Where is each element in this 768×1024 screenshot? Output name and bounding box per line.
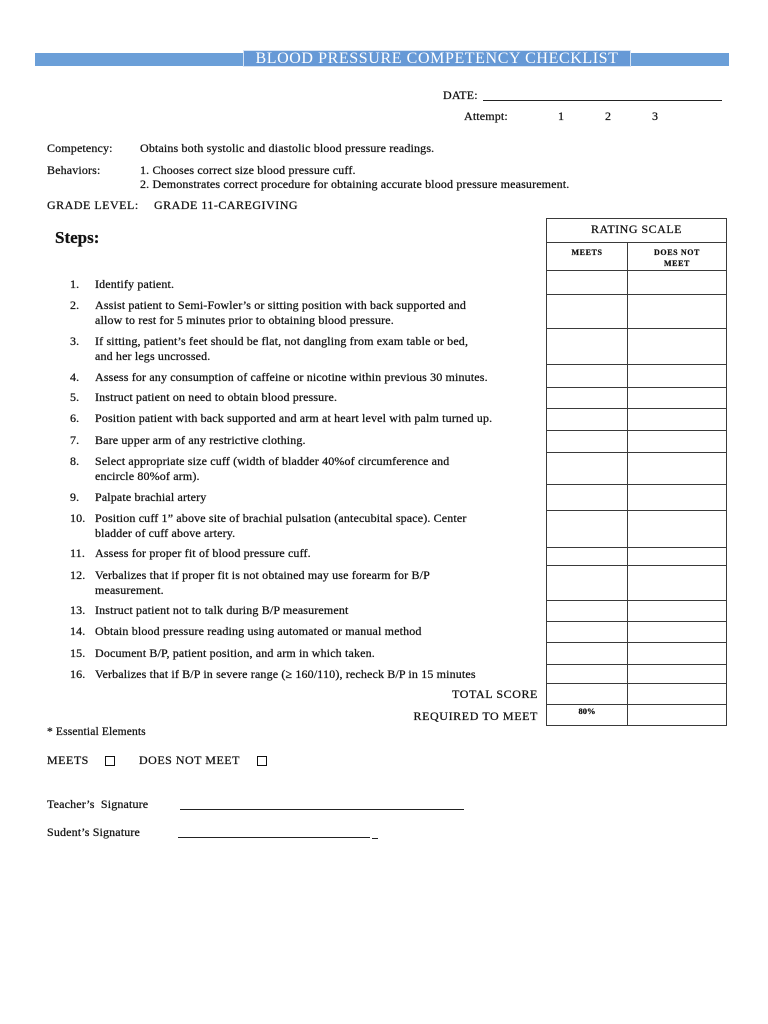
step-number: 5. [70,390,80,404]
step-text-line: Verbalizes that if B/P in severe range (≥ 160/110), recheck B/P in 15 minutes [95,667,476,681]
teacher-signature-label: Teacher’s Signature [47,797,149,811]
does-not-meet-cell[interactable] [627,548,726,565]
step-text-line: Instruct patient on need to obtain blood pressure. [95,390,338,404]
step-number: 8. [70,454,80,468]
step-text-line: Assess for proper fit of blood pressure cuff. [95,546,311,560]
does-not-meet-cell[interactable] [627,409,726,430]
step-text [95,490,206,505]
behavior-item-1: 1. Chooses correct size blood pressure cuff. [140,163,356,177]
teacher-signature-field[interactable] [180,797,464,810]
document-title: BLOOD PRESSURE COMPETENCY CHECKLIST [243,50,631,67]
rating-row-step-2 [547,295,726,329]
required-to-meet-label: REQUIRED TO MEET [413,709,538,723]
behaviors-label: Behaviors: [47,163,101,177]
does-not-meet-label-line: DOES NOT [654,248,700,257]
competency-label: Competency: [47,141,113,155]
step-text-line: If sitting, patient’s feet should be flat, not dangling from exam table or bed, [95,334,469,348]
rating-row-step-12 [547,566,726,601]
does-not-meet-label-line: MEET [664,259,690,268]
result-does-not-meet-label: DOES NOT MEET [139,753,240,767]
rating-scale-table [546,218,727,726]
date-field[interactable] [483,88,722,101]
rating-row-step-5 [547,388,726,409]
step-number: 4. [70,370,80,384]
meets-column-header [547,243,627,270]
rating-row-step-9 [547,485,726,511]
step-number: 10. [70,511,86,525]
does-not-meet-cell[interactable] [627,329,726,364]
rating-scale-title: RATING SCALE [590,222,682,236]
step-text-line: Verbalizes that if proper fit is not obtained may use forearm for B/P [95,568,430,582]
meets-cell[interactable] [547,295,627,328]
rating-row-step-1 [547,271,726,295]
does-not-meet-cell[interactable] [627,365,726,387]
rating-row-step-3 [547,329,726,365]
step-text-line: measurement. [95,582,164,597]
step-text-line: Instruct patient not to talk during B/P measurement [95,603,349,617]
step-text [95,334,468,363]
rating-row-step-6 [547,409,726,431]
step-text [95,603,349,618]
step-text-line: Assist patient to Semi-Fowler’s or sitting position with back supported and [95,298,467,312]
meets-cell[interactable] [547,665,627,683]
does-not-meet-cell[interactable] [627,431,726,452]
step-text [95,298,466,327]
does-not-meet-cell[interactable] [627,622,726,642]
step-text [95,646,375,661]
step-text-line: allow to rest for 5 minutes prior to obtaining blood pressure. [95,312,394,327]
does-not-meet-cell[interactable] [627,601,726,621]
step-number: 11. [70,546,86,560]
does-not-meet-cell[interactable] [627,566,726,600]
meets-cell[interactable] [547,365,627,387]
meets-checkbox[interactable] [105,756,115,766]
rating-row-step-14 [547,622,726,643]
step-text-line: and her legs uncrossed. [95,348,211,363]
step-text-line: Assess for any consumption of caffeine or nicotine within previous 30 minutes. [95,370,488,384]
step-text-line: bladder of cuff above artery. [95,525,236,540]
competency-text: Obtains both systolic and diastolic blood pressure readings. [140,141,435,155]
rating-row-step-11 [547,548,726,566]
step-text-line: Identify patient. [95,277,175,291]
step-number: 12. [70,568,86,582]
meets-cell[interactable] [547,566,627,600]
meets-cell[interactable] [547,431,627,452]
step-text-line: Position patient with back supported and arm at heart level with palm turned up. [95,411,493,425]
rating-row-total-score [547,684,726,705]
does-not-meet-cell[interactable] [627,453,726,484]
step-number: 13. [70,603,86,617]
does-not-meet-cell[interactable] [627,684,726,704]
meets-cell[interactable] [547,329,627,364]
step-text [95,390,337,405]
rating-row-step-13 [547,601,726,622]
rating-row-step-10 [547,511,726,548]
step-text-line: Document B/P, patient position, and arm in which taken. [95,646,375,660]
meets-cell[interactable] [547,705,627,725]
student-signature-field[interactable] [178,825,370,838]
does-not-meet-cell[interactable] [627,643,726,664]
step-text [95,568,430,597]
does-not-meet-cell[interactable] [627,511,726,547]
rating-row-step-15 [547,643,726,665]
does-not-meet-cell[interactable] [627,705,726,725]
attempt-label: Attempt: [464,109,508,123]
does-not-meet-cell[interactable] [627,388,726,408]
step-text-line: Obtain blood pressure reading using automated or manual method [95,624,422,638]
meets-cell[interactable] [547,485,627,510]
does-not-meet-column-header [627,243,726,270]
grade-level-value: GRADE 11-CAREGIVING [154,198,299,212]
step-number: 6. [70,411,80,425]
step-text [95,454,449,483]
rating-row-step-7 [547,431,726,453]
meets-cell[interactable] [547,684,627,704]
step-text [95,667,476,682]
meets-cell[interactable] [547,643,627,664]
meets-cell[interactable] [547,622,627,642]
date-label: DATE: [443,88,478,102]
result-meets-label: MEETS [47,753,89,767]
essential-elements-note: * Essential Elements [47,726,146,738]
attempt-number-2: 2 [605,109,612,123]
rating-row-step-8 [547,453,726,485]
step-number: 14. [70,624,86,638]
step-text-line: Select appropriate size cuff (width of bladder 40%of circumference and [95,454,450,468]
step-number: 1. [70,277,80,291]
does-not-meet-cell[interactable] [627,271,726,294]
step-number: 16. [70,667,86,681]
meets-cell[interactable] [547,453,627,484]
step-text [95,511,467,540]
step-text [95,411,492,426]
step-text [95,624,422,639]
does-not-meet-cell[interactable] [627,295,726,328]
step-number: 9. [70,490,80,504]
rating-scale-columns [547,243,726,271]
meets-cell[interactable] [547,511,627,547]
attempt-number-3: 3 [652,109,659,123]
required-meets-value: 80% [578,706,596,716]
step-text-line: Bare upper arm of any restrictive clothing. [95,433,306,447]
does-not-meet-cell[interactable] [627,665,726,683]
does-not-meet-checkbox[interactable] [257,756,267,766]
meets-cell[interactable] [547,271,627,294]
step-text-line: Palpate brachial artery [95,490,207,504]
step-text-line: encircle 80%of arm). [95,468,200,483]
rating-scale-header [547,219,726,243]
steps-heading: Steps: [55,228,100,247]
step-text [95,277,174,292]
step-number: 2. [70,298,80,312]
attempt-number-1: 1 [558,109,565,123]
step-number: 3. [70,334,80,348]
behavior-item-2: 2. Demonstrates correct procedure for obtaining accurate blood pressure measurement. [140,177,570,191]
rating-row-required-to-meet [547,705,726,725]
step-text [95,546,311,561]
meets-cell[interactable] [547,601,627,621]
student-signature-field-end [372,826,378,839]
step-text-line: Position cuff 1” above site of brachial pulsation (antecubital space). Center [95,511,467,525]
student-signature-label: Sudent’s Signature [47,825,141,839]
meets-cell[interactable] [547,388,627,408]
meets-column-label: MEETS [571,248,603,257]
grade-level-label: GRADE LEVEL: [47,198,139,212]
does-not-meet-cell[interactable] [627,485,726,510]
total-score-label: TOTAL SCORE [452,687,538,701]
meets-cell[interactable] [547,409,627,430]
step-text [95,370,488,385]
step-number: 7. [70,433,80,447]
step-number: 15. [70,646,86,660]
meets-cell[interactable] [547,548,627,565]
step-text [95,433,306,448]
rating-row-step-16 [547,665,726,684]
rating-row-step-4 [547,365,726,388]
